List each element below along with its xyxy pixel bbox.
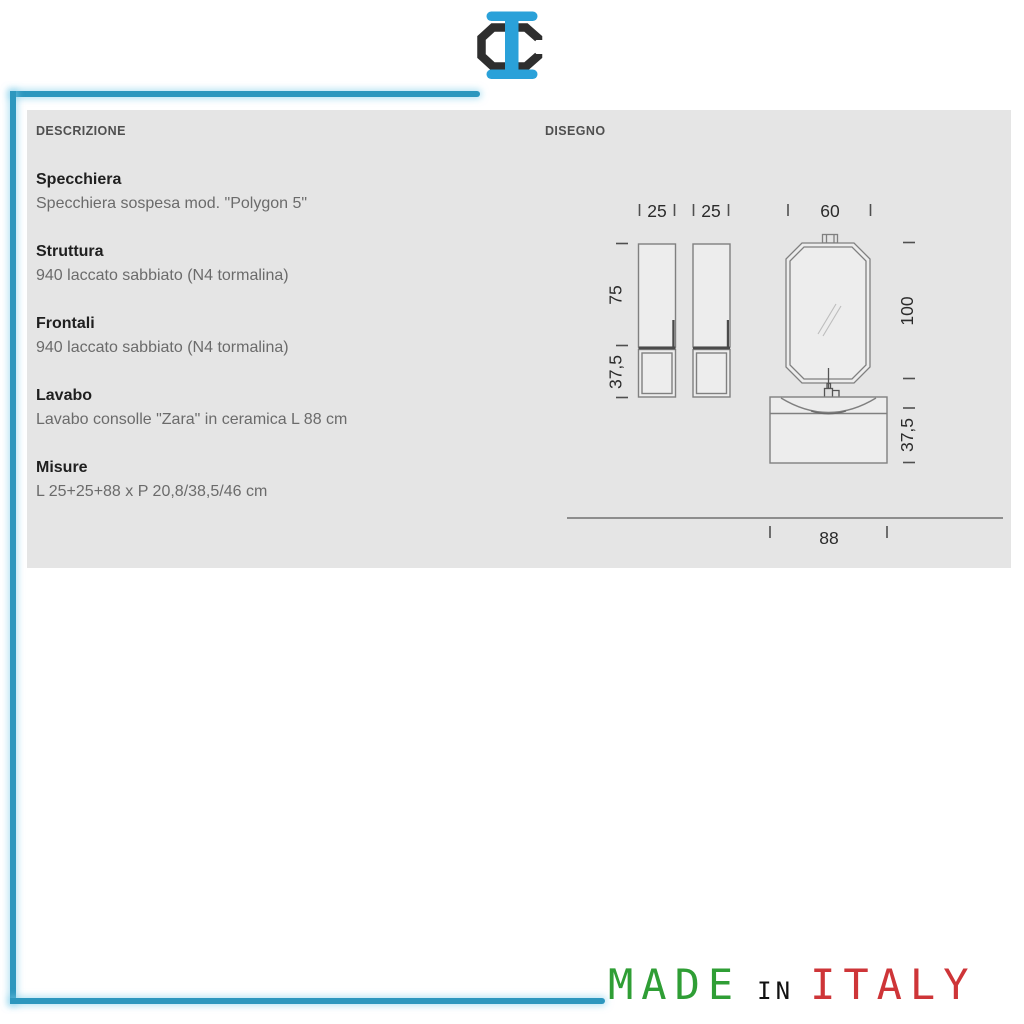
spec-section-struttura [36, 240, 506, 288]
made-word: MADE [608, 960, 742, 1009]
dim-mirror-width: 60 [820, 201, 840, 221]
spec-body: Specchiera sospesa mod. "Polygon 5" [36, 195, 308, 212]
spec-body: 940 laccato sabbiato (N4 tormalina) [36, 339, 289, 356]
made-in-italy-banner [608, 960, 977, 1009]
vanity-unit [770, 397, 887, 463]
spec-section-misure [36, 456, 506, 504]
dim-col2-width: 25 [701, 201, 721, 221]
dim-col-lower-height: 37,5 [605, 354, 626, 390]
spec-body: 940 laccato sabbiato (N4 tormalina) [36, 267, 289, 284]
descrizione-header: DESCRIZIONE [36, 124, 126, 138]
frame-top-line [10, 91, 480, 97]
frame-left-line [10, 91, 16, 1004]
dim-col-upper-height: 75 [605, 285, 626, 305]
spec-title: Frontali [36, 315, 95, 332]
dim-vanity-height: 37,5 [897, 417, 917, 453]
frame-bottom-line [10, 998, 605, 1004]
spec-title: Lavabo [36, 387, 93, 404]
disegno-header: DISEGNO [545, 124, 606, 138]
spec-title: Struttura [36, 243, 104, 260]
spec-title: Misure [36, 459, 88, 476]
tall-cabinet-2 [693, 244, 730, 397]
technical-drawing [560, 195, 1015, 550]
spec-section-lavabo [36, 384, 506, 432]
spec-title: Specchiera [36, 171, 122, 188]
spec-body: Lavabo consolle "Zara" in ceramica L 88 cm [36, 411, 348, 428]
spec-section-specchiera [36, 168, 506, 216]
dim-mirror-height: 100 [897, 296, 917, 326]
in-word: IN [757, 977, 795, 1005]
italy-word: ITALY [810, 960, 977, 1009]
dim-col1-width: 25 [647, 201, 667, 221]
dim-vanity-width: 88 [819, 528, 839, 548]
spec-section-frontali [36, 312, 506, 360]
octagon-mirror [786, 235, 870, 384]
spec-body: L 25+25+88 x P 20,8/38,5/46 cm [36, 483, 268, 500]
brand-logo-icon [470, 4, 548, 88]
tall-cabinet-1 [639, 244, 676, 397]
